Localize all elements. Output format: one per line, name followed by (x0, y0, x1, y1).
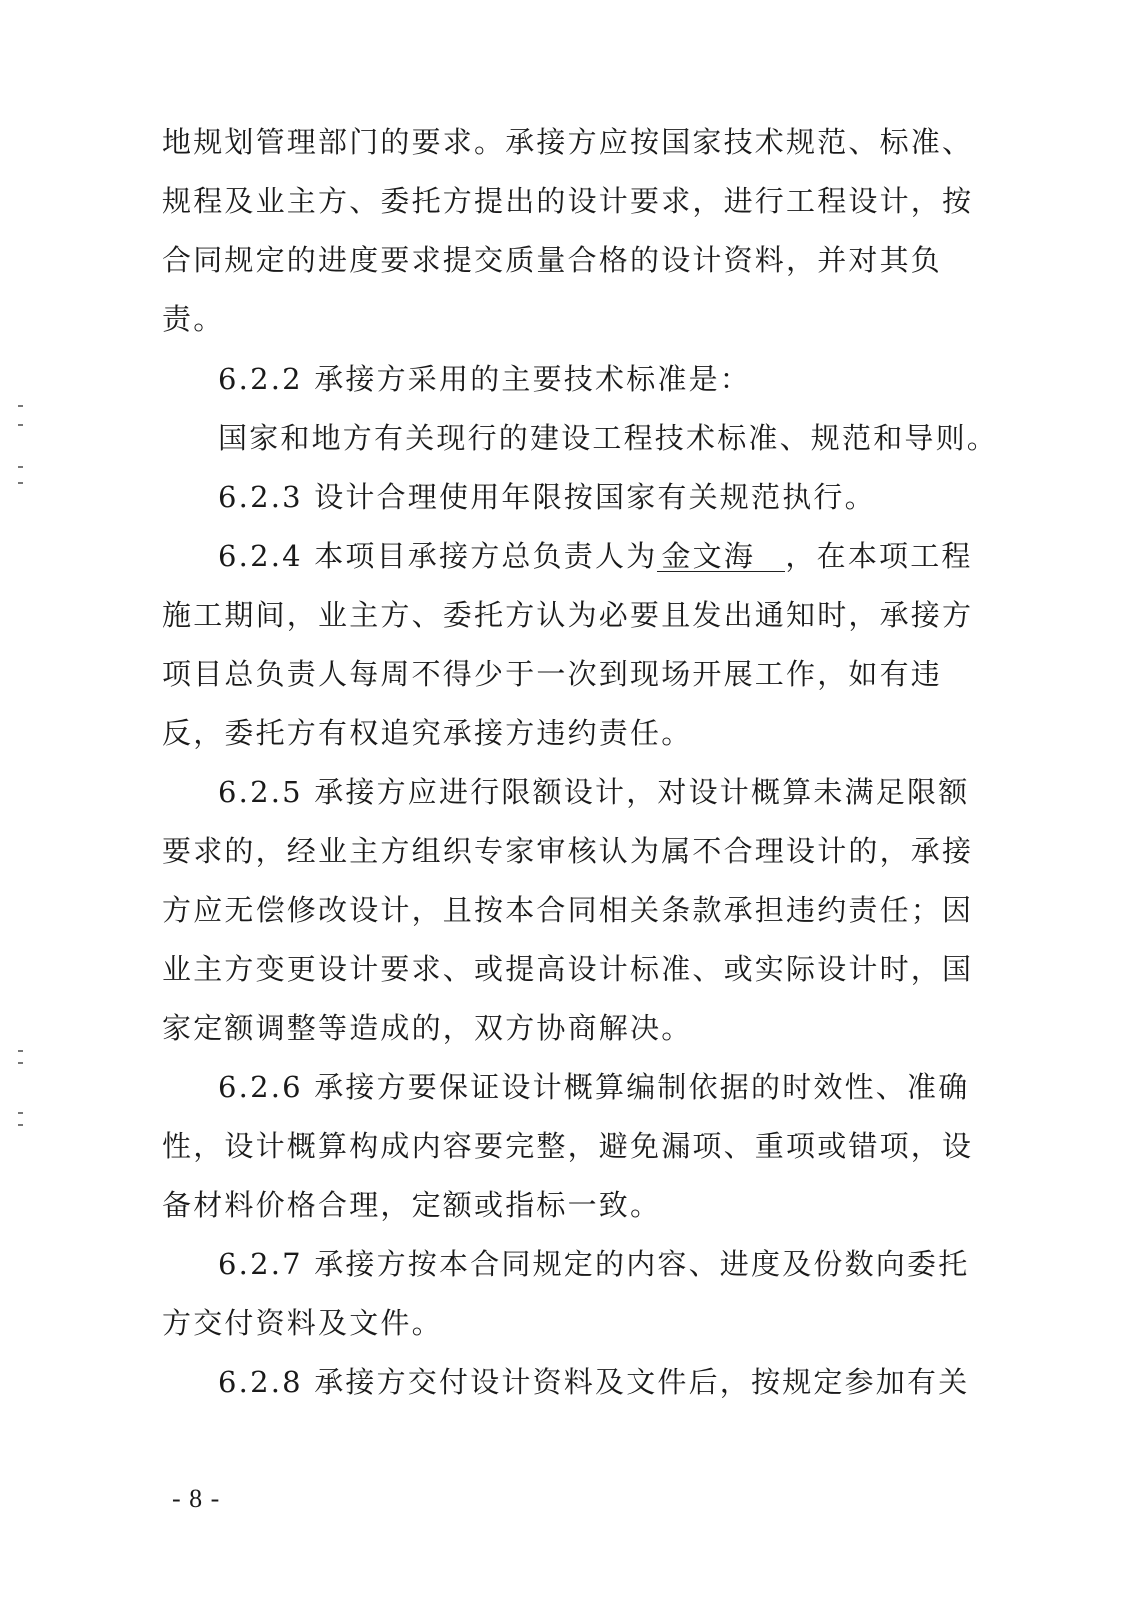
text-line-16: 家定额调整等造成的，双方协商解决。 (162, 1011, 693, 1045)
clause-6-2-4-suffix: ，在本项工程 (785, 539, 973, 573)
text-line-18: 性，设计概算构成内容要完整，避免漏项、重项或错项，设 (162, 1129, 974, 1163)
clause-6-2-3: 6.2.3 设计合理使用年限按国家有关规范执行。 (218, 480, 876, 514)
scan-edge-mark (18, 1050, 23, 1052)
text-line-21: 方交付资料及文件。 (162, 1306, 443, 1340)
scan-edge-mark (18, 1112, 23, 1114)
filled-name-field: 金文海 (657, 541, 785, 572)
text-line-9: 施工期间，业主方、委托方认为必要且发出通知时，承接方 (162, 598, 974, 632)
text-line-14: 方应无偿修改设计，且按本合同相关条款承担违约责任；因 (162, 893, 974, 927)
clause-6-2-8: 6.2.8 承接方交付设计资料及文件后，按规定参加有关 (218, 1365, 970, 1399)
clause-6-2-6: 6.2.6 承接方要保证设计概算编制依据的时效性、准确 (218, 1070, 970, 1104)
text-line-6: 国家和地方有关现行的建设工程技术标准、规范和导则。 (218, 421, 999, 455)
text-line-13: 要求的，经业主方组织专家审核认为属不合理设计的，承接 (162, 834, 974, 868)
scan-edge-mark (18, 1062, 23, 1064)
text-line-15: 业主方变更设计要求、或提高设计标准、或实际设计时，国 (162, 952, 974, 986)
text-line-4: 责。 (162, 302, 225, 336)
scan-edge-mark (18, 482, 23, 484)
page-number: - 8 - (172, 1484, 221, 1513)
clause-6-2-5: 6.2.5 承接方应进行限额设计，对设计概算未满足限额 (218, 775, 970, 809)
text-line-2: 规程及业主方、委托方提出的设计要求，进行工程设计，按 (162, 184, 974, 218)
clause-6-2-4 (218, 536, 973, 576)
text-line-11: 反，委托方有权追究承接方违约责任。 (162, 716, 693, 750)
text-line-19: 备材料价格合理，定额或指标一致。 (162, 1188, 662, 1222)
scan-edge-mark (18, 1124, 23, 1126)
scan-edge-mark (18, 405, 23, 407)
scan-edge-mark (18, 466, 23, 468)
scan-edge-mark (18, 424, 23, 426)
clause-6-2-4-prefix: 6.2.4 本项目承接方总负责人为 (218, 539, 658, 573)
clause-6-2-2: 6.2.2 承接方采用的主要技术标准是： (218, 362, 752, 396)
clause-6-2-7: 6.2.7 承接方按本合同规定的内容、进度及份数向委托 (218, 1247, 970, 1281)
text-line-1: 地规划管理部门的要求。承接方应按国家技术规范、标准、 (162, 125, 974, 159)
text-line-3: 合同规定的进度要求提交质量合格的设计资料，并对其负 (162, 243, 943, 277)
text-line-10: 项目总负责人每周不得少于一次到现场开展工作，如有违 (162, 657, 943, 691)
